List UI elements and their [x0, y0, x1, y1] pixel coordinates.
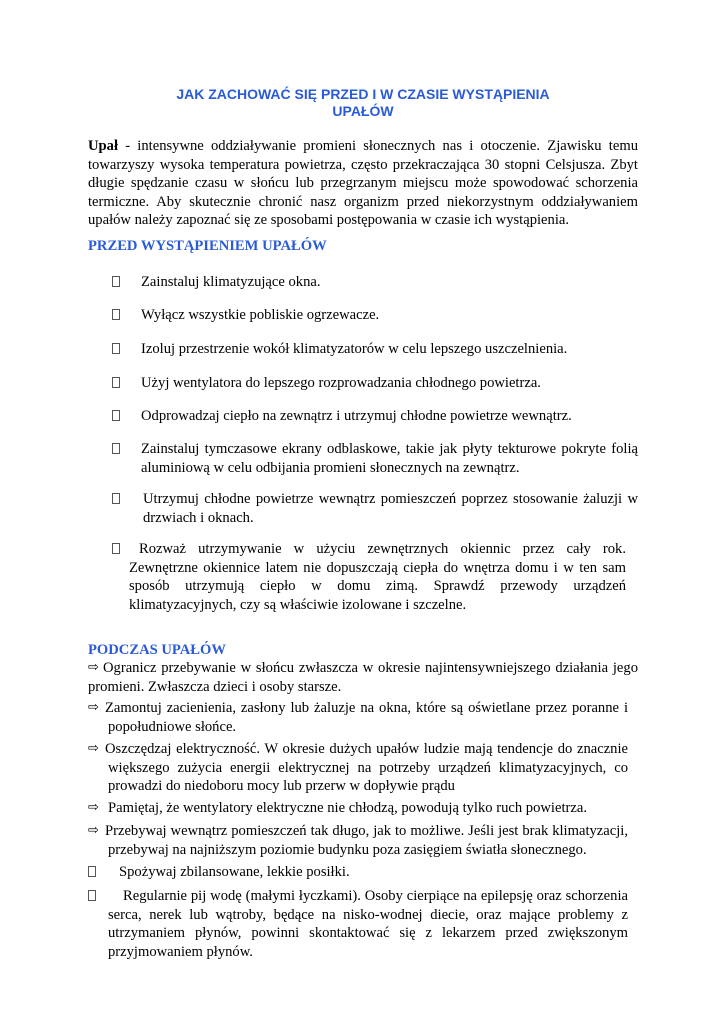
checkbox-bullet-icon [112, 343, 120, 354]
checkbox-bullet-icon [112, 377, 120, 388]
checkbox-bullet-icon [112, 276, 120, 287]
checkbox-bullet-icon [88, 866, 96, 877]
arrow-right-icon: ⇨ [88, 741, 99, 756]
arrow-right-icon: ⇨ [88, 660, 99, 675]
section-heading-before: PRZED WYSTĄPIENIEM UPAŁÓW [88, 238, 327, 254]
checkbox-bullet-icon [112, 309, 120, 320]
checkbox-bullet-icon [112, 543, 120, 554]
intro-paragraph [88, 137, 638, 230]
checkbox-bullet-icon [112, 443, 120, 454]
arrow-right-icon: ⇨ [88, 700, 99, 715]
document-page: JAK ZACHOWAĆ SIĘ PRZED I W CZASIE WYSTĄPIENIA UPAŁÓW Upał - intensywne oddziaływanie promieni słonecznych nas i otoczenie. Zjawisku temu towarzyszy wysoka temperatura powietrza, często przekraczająca 30 stopni Celsjusza. Zbyt długie spędzanie czasu w słońcu lub przegrzanym miejscu może spowodować schorzenia termiczne. Aby skutecznie chronić nasz organizm przed niekorzystnym oddziaływaniem upałów należy zapoznać się ze sposobami postępowania w czasie ich wystąpienia. PRZED WYSTĄPIENIEM UPAŁÓW Zainstaluj klimatyzujące okna. Wyłącz wszystkie pobliskie ogrzewacze. Izoluj przestrzenie wokół klimatyzatorów w celu lepszego uszczelnienia. Użyj wentylatora do lepszego rozprowadzania chłodnego powietrza. Odprowadzaj ciepło na zewnątrz i utrzymuj chłodne powietrze wewnątrz. Zainstaluj tymczasowe ekrany odblaskowe, takie jak płyty tekturowe pokryte folią aluminiową w celu odbijania promieni słonecznych na zewnątrz. Utrzymuj chłodne powietrze wewnątrz pomieszczeń poprzez stosowanie żaluzji w drzwiach i oknach. Rozważ utrzymywanie w użyciu zewnętrznych okiennic przez cały rok. Zewnętrzne okiennice latem nie dopuszczają ciepła do wnętrza domu i w ten sam sposób utrzymują ciepło w domu zimą. Sprawdź przewody urządzeń klimatyzacyjnych, czy są właściwie izolowane i szczelne. PODCZAS UPAŁÓW ⇨ Ogranicz przebywanie w słońcu zwłaszcza w okresie najintensywniejszego działania jego promieni. Zwłaszcza dzieci i osoby starsze. ⇨ Zamontuj zacienienia, zasłony lub żaluzje na okna, które są oświetlane przez poranne i popołudniowe słońce. ⇨ Oszczędzaj elektryczność. W okresie dużych upałów ludzie mają tendencje do znacznie większego zużycia energii elektrycznej na potrzeby urządzeń klimatyzacyjnych, co prowadzi do niedoboru mocy lub przerw w dopływie prądu ⇨ Pamiętaj, że wentylatory elektryczne nie chłodzą, powodują tylko ruch powietrza. ⇨ Przebywaj wewnątrz pomieszczeń tak długo, jak to możliwe. Jeśli jest brak klimatyzacji, przebywaj na najniższym poziomie budynku poza zasięgiem światła słonecznego. Spożywaj zbilansowane, lekkie posiłki. Regularnie pij wodę (małymi łyczkami). Osoby cierpiące na epilepsję oraz schorzenia serca, nerek lub wątroby, będące na nisko-wodnej diecie, oraz mające problemy z utrzymaniem płynów, powinni skontaktować się z lekarzem przed zwiększonym przyjmowaniem płynów. [88, 86, 638, 960]
checkbox-bullet-icon [112, 410, 120, 421]
document-title [88, 86, 638, 120]
checkbox-bullet-icon [88, 890, 96, 901]
section-heading-during: PODCZAS UPAŁÓW [88, 642, 226, 658]
title-line-1: JAK ZACHOWAĆ SIĘ PRZED I W CZASIE WYSTĄPIENIA [176, 86, 550, 102]
intro-text: - intensywne oddziaływanie promieni słonecznych nas i otoczenie. Zjawisku temu towarzyszy wysoka temperatura powietrza, często przekraczająca 30 stopni Celsjusza. Zbyt długie spędzanie czasu w słońcu lub przegrzanym miejscu może spowodować schorzenia termiczne. Aby skutecznie chronić nasz organizm przed niekorzystnym oddziaływaniem upałów należy zapoznać się ze sposobami postępowania w czasie ich wystąpienia. [88, 138, 638, 228]
arrow-right-icon: ⇨ [88, 823, 99, 838]
title-line-2: UPAŁÓW [332, 103, 394, 119]
intro-term: Upał [88, 138, 119, 154]
arrow-right-icon: ⇨ [88, 800, 99, 815]
checkbox-bullet-icon [112, 493, 120, 504]
